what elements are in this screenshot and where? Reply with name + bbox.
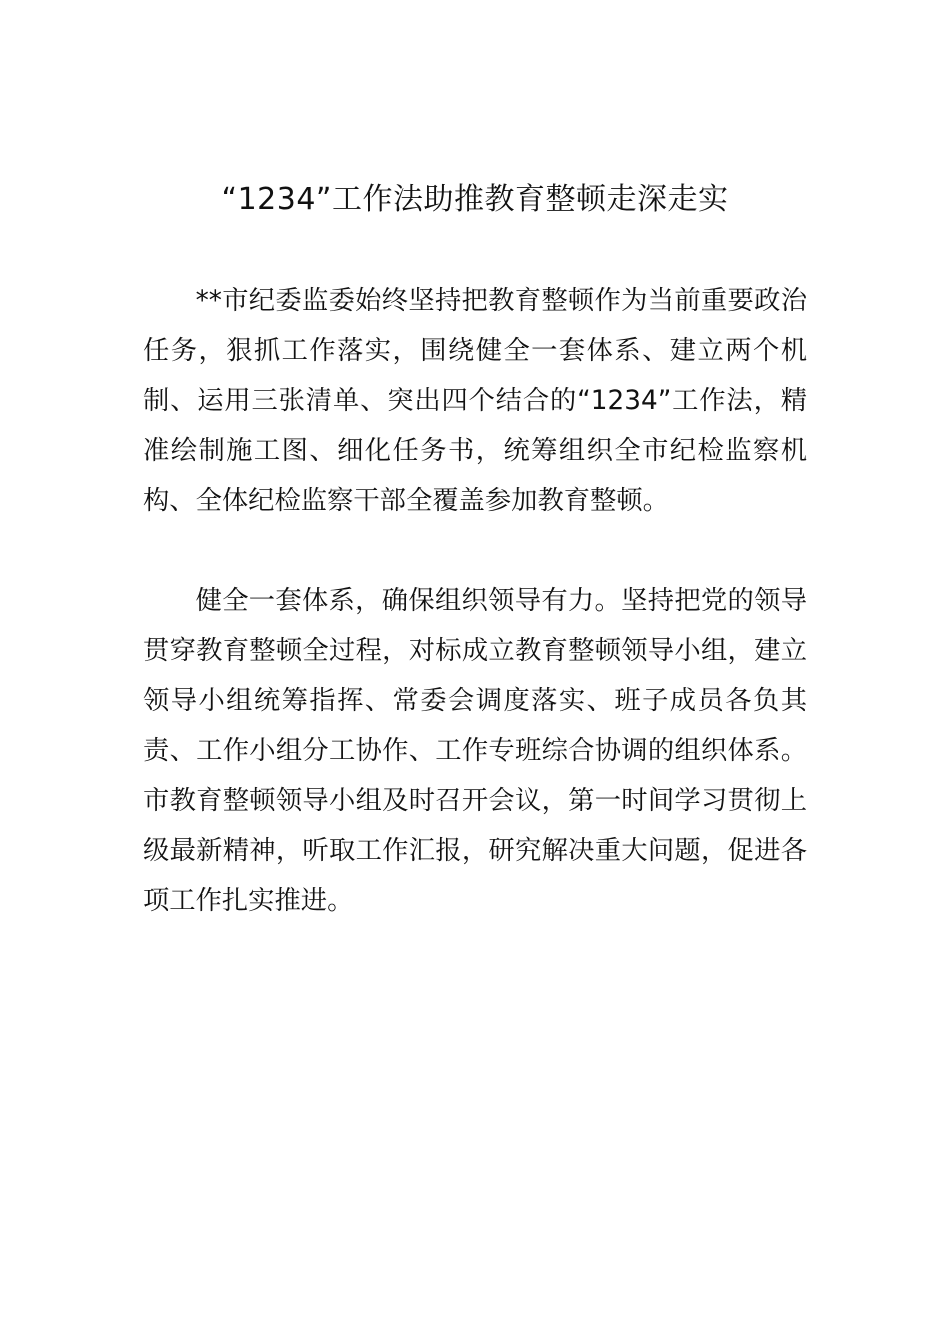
- paragraph-intro: **市纪委监委始终坚持把教育整顿作为当前重要政治任务，狠抓工作落实，围绕健全一套体系、建立两个机制、运用三张清单、突出四个结合的“1234”工作法，精准绘制施工图、细化任务书，统筹组织全市纪检监察机构、全体纪检监察干部全覆盖参加教育整顿。: [143, 286, 807, 516]
- document-title: “1234”工作法助推教育整顿走深走实: [221, 182, 729, 217]
- paragraph-system: 健全一套体系，确保组织领导有力。坚持把党的领导贯穿教育整顿全过程，对标成立教育整顿领导小组，建立领导小组统筹指挥、常委会调度落实、班子成员各负其责、工作小组分工协作、工作专班综合协调的组织体系。市教育整顿领导小组及时召开会议，第一时间学习贯彻上级最新精神，听取工作汇报，研究解决重大问题，促进各项工作扎实推进。: [143, 586, 807, 916]
